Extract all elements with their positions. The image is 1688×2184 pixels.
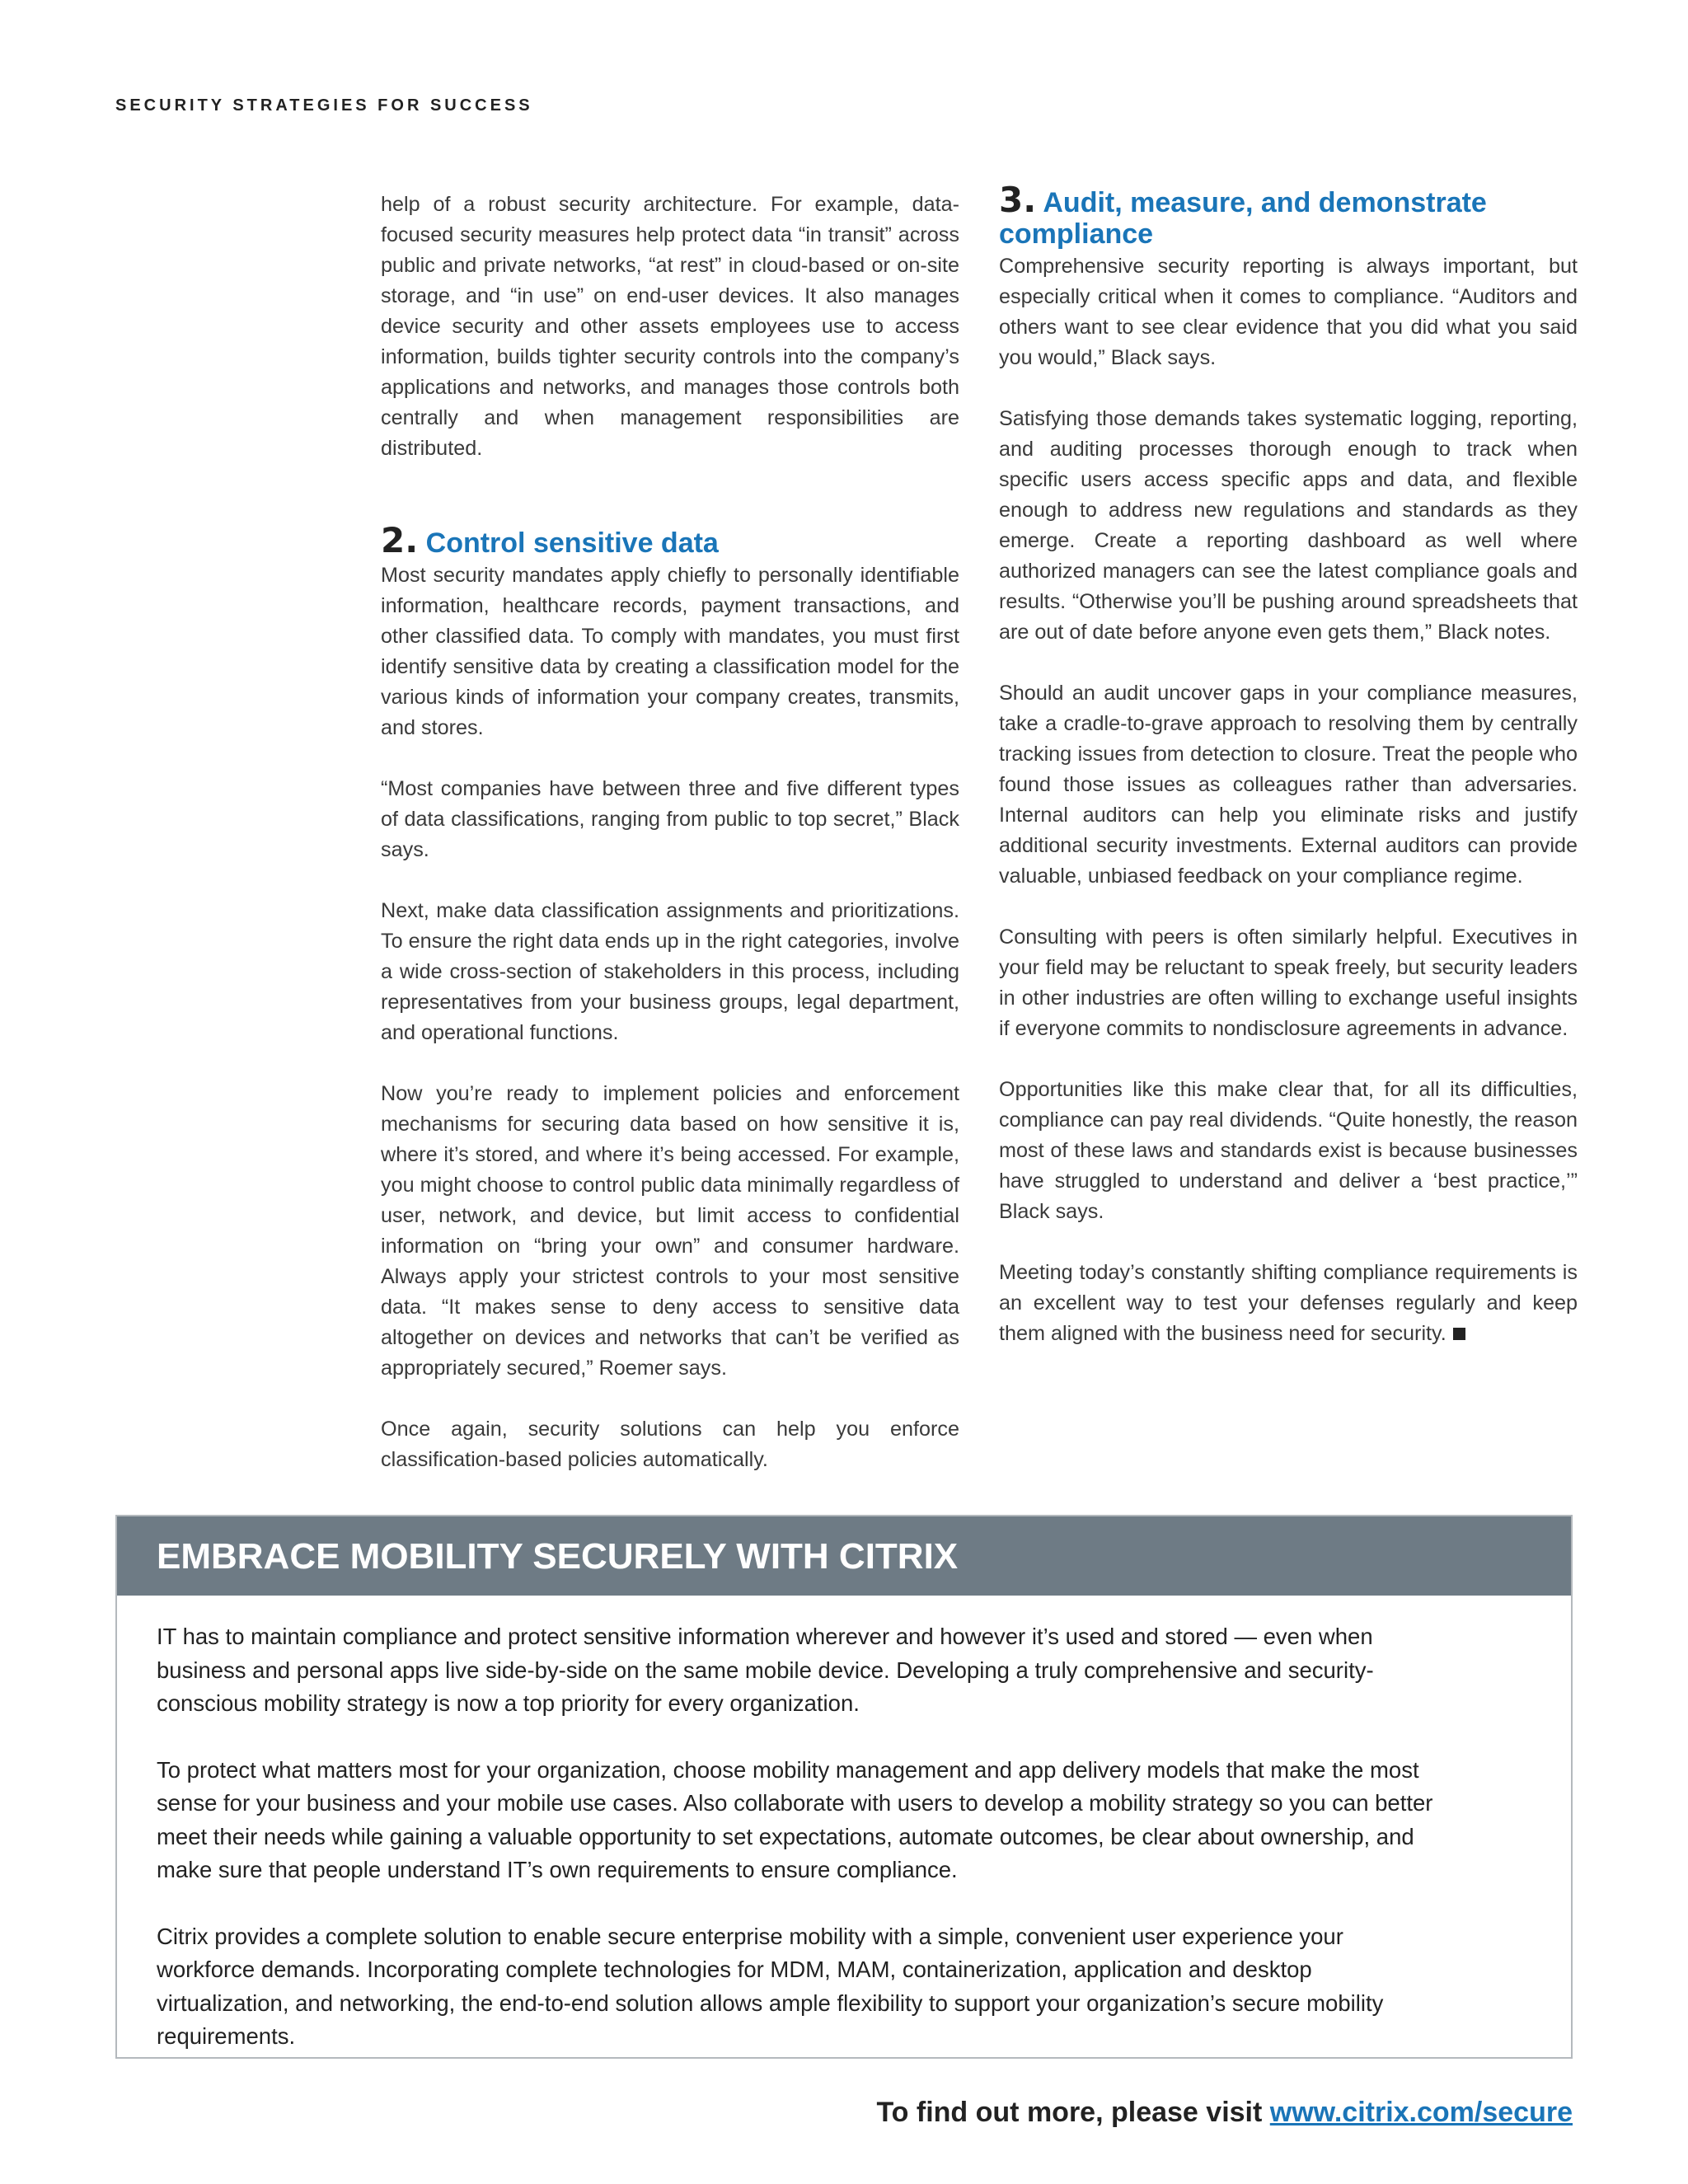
section-3-paragraph: Opportunities like this make clear that, for all its difficulties, compliance can pay real dividends. “Quite honestly, the reason most of these laws and standards exist is because businesses have struggled to understand and deliver a ‘best practice,’” Black says. — [999, 1078, 1578, 1223]
section-3-final-paragraph — [999, 1258, 1578, 1349]
running-head: SECURITY STRATEGIES FOR SUCCESS — [115, 96, 533, 115]
callout-paragraph: Citrix provides a complete solution to enable secure enterprise mobility with a simple, convenient user experience your workforce demands. Incorporating complete technologies for MDM, MAM, containerization, application and desktop virtualization, and networking, the end-to-end solution allows ample flexibility to support your organization’s secure mobility requirements. — [157, 1923, 1384, 2049]
callout-title: EMBRACE MOBILITY SECURELY WITH CITRIX — [157, 1536, 959, 1577]
left-column — [381, 190, 959, 1475]
citrix-callout-box — [115, 1515, 1573, 2059]
callout-body — [117, 1596, 1571, 2054]
right-column — [999, 180, 1578, 1349]
callout-paragraph: IT has to maintain compliance and protect sensitive information wherever and however it’s used and stored — even when business and personal apps live side-by-side on the same mobile device. Developing a truly comprehensive and security-conscious mobility strategy is now a top priority for every organization. — [157, 1624, 1374, 1716]
footer-cta — [876, 2097, 1573, 2129]
intro-paragraph: help of a robust security architecture. For example, data-focused security measures help protect data “in transit” across public and private networks, “at rest” in cloud-based or on-site storage, and “in use” on end-user devices. It also manages device security and other assets employees use to access information, builds tighter security controls into the company’s applications and networks, and manages those controls both centrally and when management responsibilities are distributed. — [381, 193, 959, 460]
end-of-article-square-icon — [1453, 1328, 1465, 1340]
section-2-number: 2. — [381, 520, 419, 560]
citrix-secure-link[interactable]: www.citrix.com/secure — [1269, 2097, 1573, 2128]
section-3-heading — [999, 180, 1578, 250]
section-3-paragraph: Comprehensive security reporting is always important, but especially critical when it comes to compliance. “Auditors and others want to see clear evidence that you did what you said you would,” Black says. — [999, 255, 1578, 369]
section-3-paragraph: Satisfying those demands takes systematic logging, reporting, and auditing processes thorough enough to track when specific users access specific apps and data, and flexible enough to address new regulations and standards as they emerge. Create a reporting dashboard as well where authorized managers can see the latest compliance goals and results. “Otherwise you’ll be pushing around spreadsheets that are out of date before anyone even gets them,” Black notes. — [999, 407, 1578, 644]
footer-lead-text: To find out more, please visit — [876, 2097, 1270, 2128]
final-paragraph-text: Meeting today’s constantly shifting compliance requirements is an excellent way to test your defenses regularly and keep them aligned with the business need for security. — [999, 1261, 1578, 1345]
section-3-paragraph: Should an audit uncover gaps in your compliance measures, take a cradle-to-grave approach to resolving them by centrally tracking issues from detection to closure. Treat the people who found those issues as colleagues rather than adversaries. Internal auditors can help you eliminate risks and justify additional security investments. External auditors can provide valuable, unbiased feedback on your compliance regime. — [999, 682, 1578, 888]
section-3-number: 3. — [999, 180, 1037, 220]
section-2-paragraph: “Most companies have between three and five different types of data classifications, ranging from public to top secret,” Black says. — [381, 777, 959, 861]
section-2-title: Control sensitive data — [425, 527, 719, 559]
section-3-paragraph: Consulting with peers is often similarly helpful. Executives in your field may be reluctant to speak freely, but security leaders in other industries are often willing to exchange useful insights if everyone commits to nondisclosure agreements in advance. — [999, 926, 1578, 1040]
section-3-title: Audit, measure, and demonstrate compliance — [999, 187, 1487, 250]
section-2-paragraph: Now you’re ready to implement policies and enforcement mechanisms for securing data based on how sensitive it is, where it’s stored, and where it’s being accessed. For example, you might choose to control public data minimally regardless of user, network, and device, but limit access to confidential information on “bring your own” and consumer hardware. Always apply your strictest controls to your most sensitive data. “It makes sense to deny access to sensitive data altogether on devices and networks that can’t be verified as appropriately secured,” Roemer says. — [381, 1082, 959, 1380]
section-2-paragraph: Once again, security solutions can help you enforce classification-based policies automatically. — [381, 1418, 959, 1471]
section-2-heading — [381, 520, 959, 560]
callout-paragraph: To protect what matters most for your organization, choose mobility management and app delivery models that make the most sense for your business and your mobile use cases. Also collaborate with users to develop a mobility strategy so you can better meet their needs while gaining a valuable opportunity to set expectations, automate outcomes, be clear about ownership, and make sure that people understand IT’s own requirements to ensure compliance. — [157, 1756, 1433, 1882]
section-2-paragraph: Most security mandates apply chiefly to personally identifiable information, healthcare records, payment transactions, and other classified data. To comply with mandates, you must first identify sensitive data by creating a classification model for the various kinds of information your company creates, transmits, and stores. — [381, 564, 959, 739]
section-2-paragraph: Next, make data classification assignments and prioritizations. To ensure the right data ends up in the right categories, involve a wide cross-section of stakeholders in this process, including representatives from your business groups, legal department, and operational functions. — [381, 899, 959, 1044]
callout-header — [117, 1516, 1571, 1596]
